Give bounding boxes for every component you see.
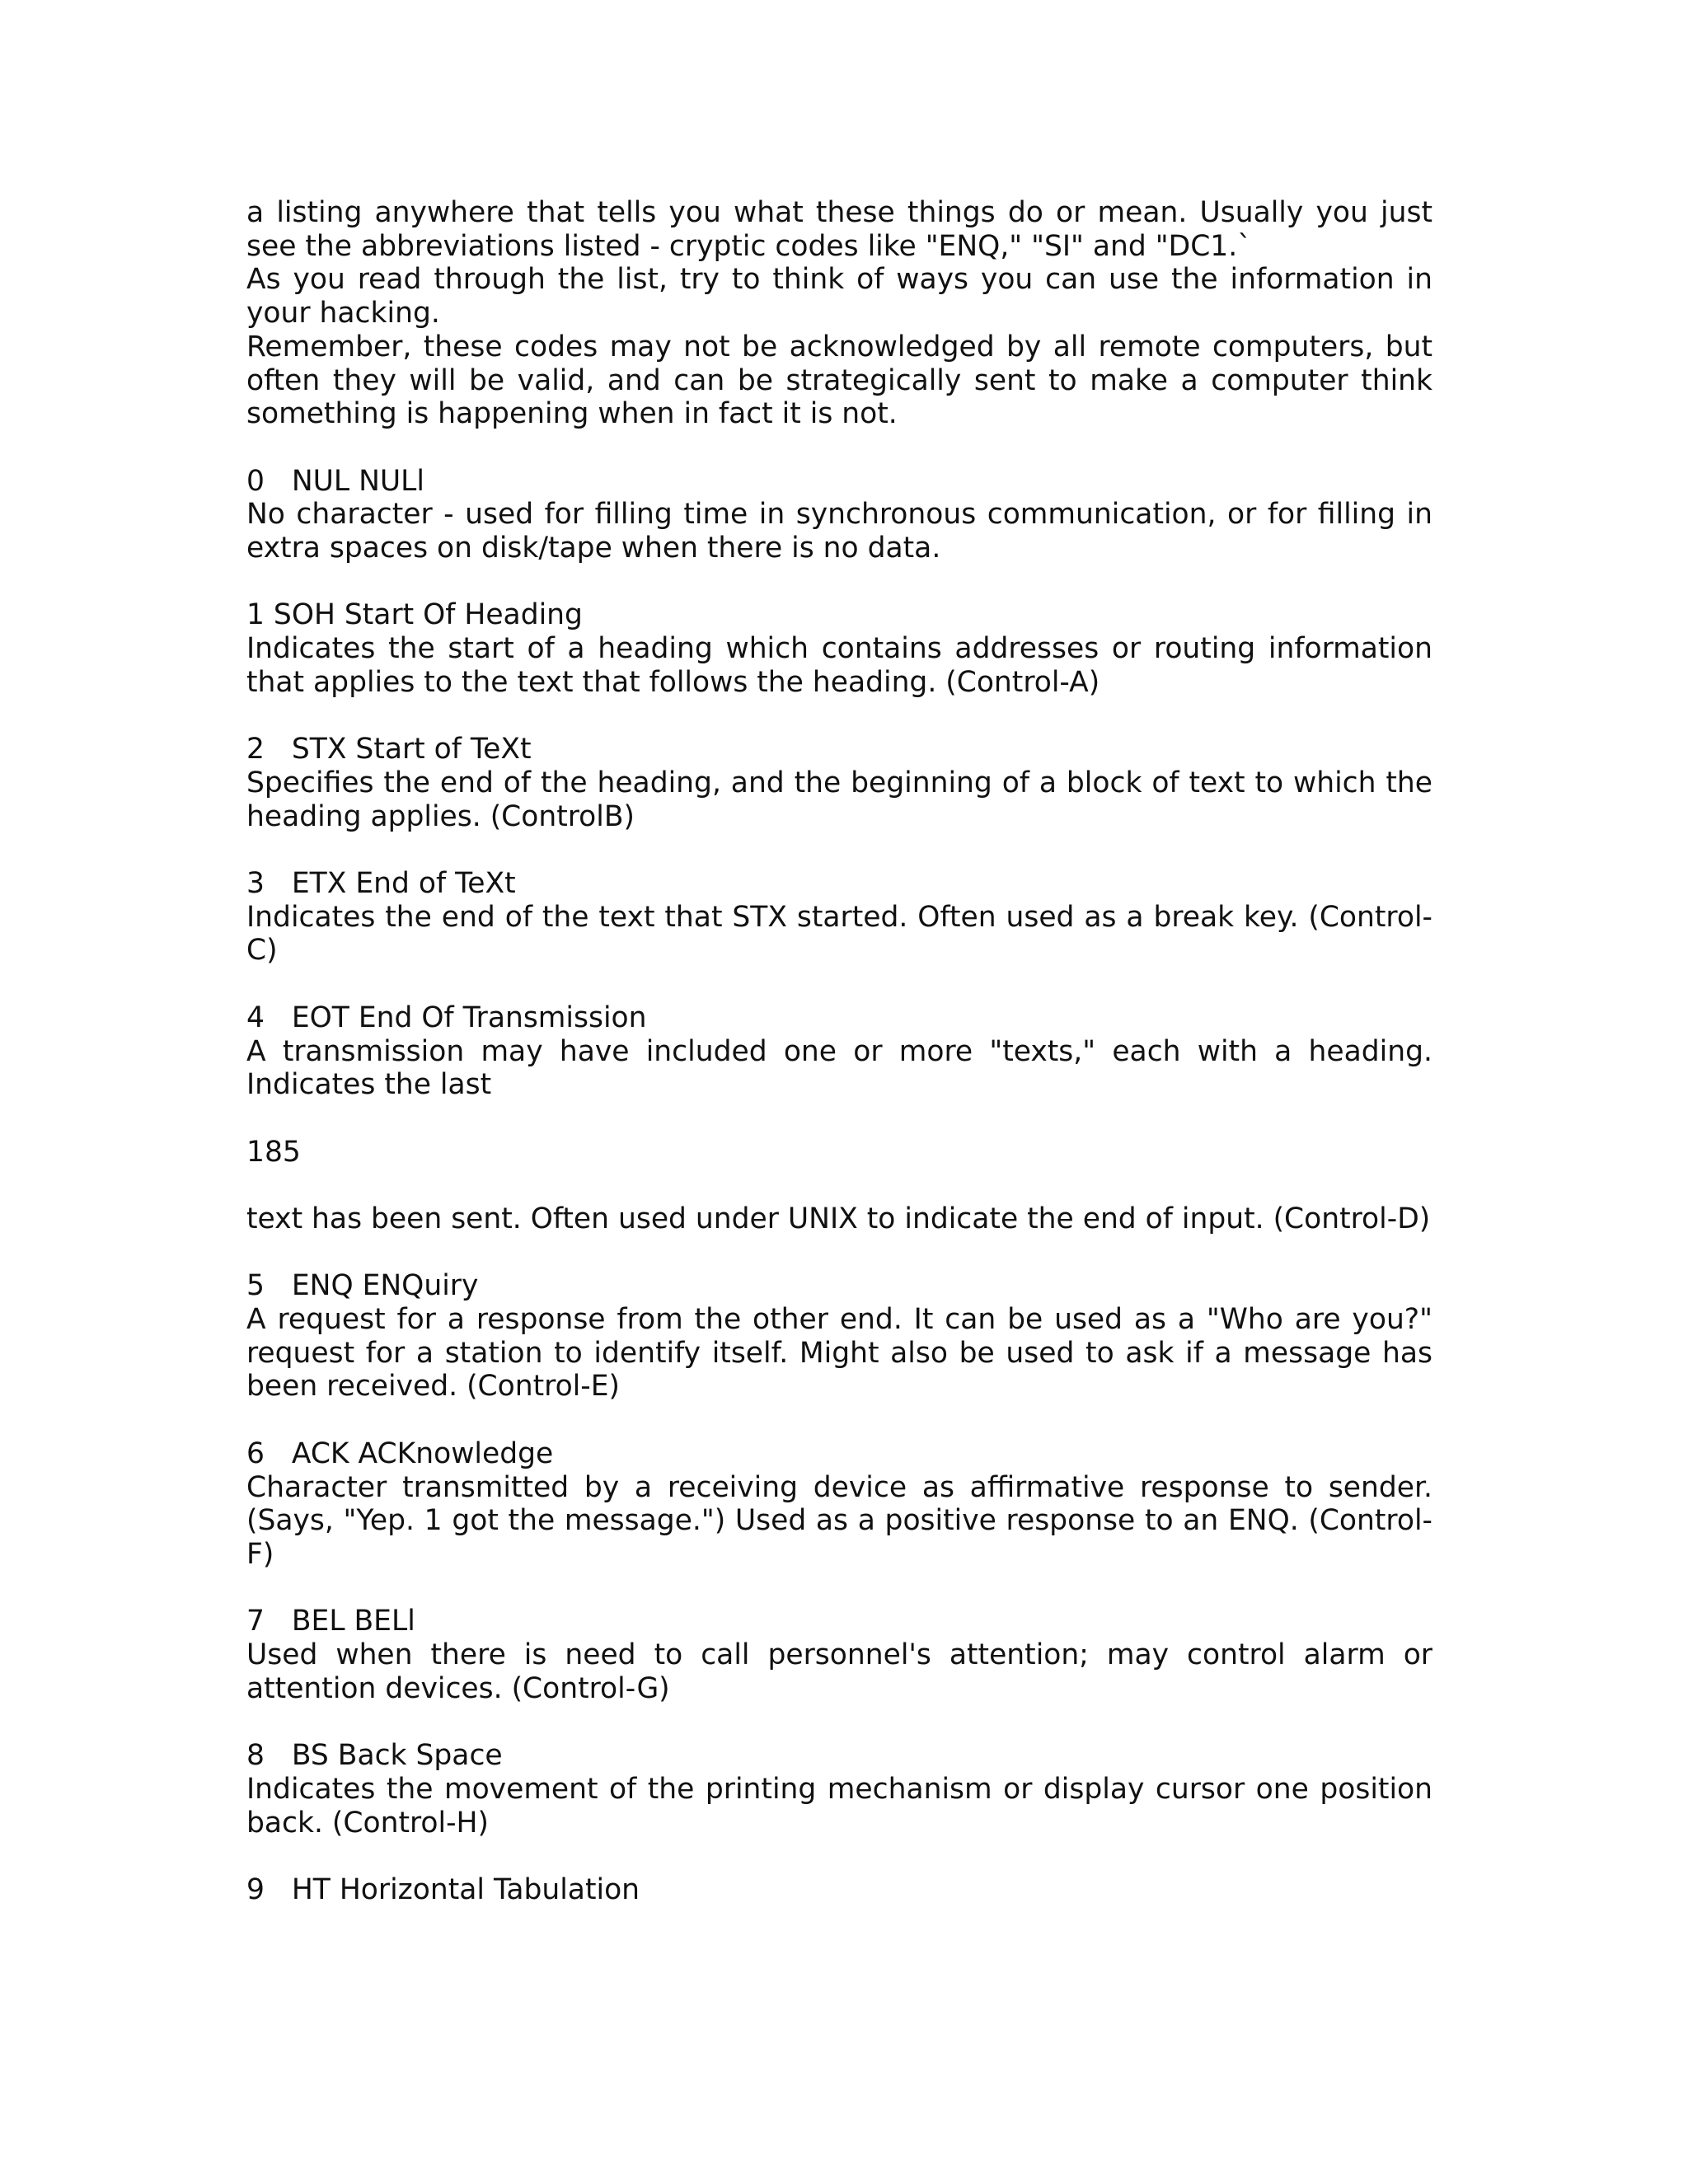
code-entry-description: Used when there is need to call personnel's attention; may control alarm or attention devices. (Control-G) xyxy=(246,1638,1432,1705)
code-entry-title: 5 ENQ ENQuiry xyxy=(246,1269,479,1303)
code-entry-bs xyxy=(246,1739,1432,1840)
code-entry-title: 2 STX Start of TeXt xyxy=(246,733,532,766)
code-entry-title: 1 SOH Start Of Heading xyxy=(246,598,583,632)
paragraph-gap xyxy=(246,833,1432,867)
code-entry-description: Character transmitted by a receiving device as affirmative response to sender. (Says, "Yep. 1 got the message.") Used as a positive response to an ENQ. (Control-F) xyxy=(246,1470,1432,1571)
paragraph-gap xyxy=(246,1705,1432,1739)
paragraph-gap xyxy=(246,1572,1432,1605)
code-entry-eot xyxy=(246,1001,1432,1102)
paragraph-gap xyxy=(246,700,1432,733)
code-entry-title: 8 BS Back Space xyxy=(246,1739,503,1773)
paragraph-gap xyxy=(246,1102,1432,1136)
code-entry-bel xyxy=(246,1605,1432,1705)
page-number: 185 xyxy=(246,1135,301,1169)
paragraph-gap xyxy=(246,565,1432,599)
code-entry-nul xyxy=(246,465,1432,565)
document-page xyxy=(246,196,1432,1907)
paragraph-gap xyxy=(246,1169,1432,1202)
intro-paragraph-3: Remember, these codes may not be acknowledged by all remote computers, but often they will be valid, and can be strategically sent to make a computer think something is happening when in fact it is not. xyxy=(246,330,1432,431)
paragraph-gap xyxy=(246,1840,1432,1873)
code-entry-title: 6 ACK ACKnowledge xyxy=(246,1436,554,1470)
code-entry-description: Specifies the end of the heading, and the beginning of a block of text to which the heading applies. (ControlB) xyxy=(246,766,1432,833)
paragraph-gap xyxy=(246,431,1432,465)
code-entry-title: 7 BEL BELl xyxy=(246,1605,415,1638)
code-entry-title: 3 ETX End of TeXt xyxy=(246,867,516,900)
paragraph-gap xyxy=(246,1236,1432,1270)
intro-paragraph-1: a listing anywhere that tells you what these things do or mean. Usually you just see the abbreviations listed - cryptic codes like "ENQ," "SI" and "DC1.` xyxy=(246,196,1432,263)
paragraph-gap xyxy=(246,1404,1432,1437)
code-entry-ack xyxy=(246,1437,1432,1572)
code-entry-title: 4 EOT End Of Transmission xyxy=(246,1001,647,1034)
paragraph-gap xyxy=(246,968,1432,1001)
code-entry-title: 0 NUL NULl xyxy=(246,464,424,498)
code-entry-stx xyxy=(246,733,1432,833)
intro-paragraph-2: As you read through the list, try to think of ways you can use the information in your hacking. xyxy=(246,263,1432,330)
continuation-paragraph: text has been sent. Often used under UNIX to indicate the end of input. (Control-D) xyxy=(246,1202,1431,1235)
code-entry-description: Indicates the movement of the printing mechanism or display cursor one position back. (Control-H) xyxy=(246,1772,1432,1840)
code-entry-description: No character - used for filling time in synchronous communication, or for filling in extra spaces on disk/tape when there is no data. xyxy=(246,498,1432,565)
code-entry-description: A transmission may have included one or more "texts," each with a heading. Indicates the last xyxy=(246,1034,1432,1102)
code-entry-description: A request for a response from the other end. It can be used as a "Who are you?" request for a station to identify itself. Might also be used to ask if a message has been received. (Control-E) xyxy=(246,1303,1432,1404)
code-entry-etx xyxy=(246,867,1432,968)
code-entry-description: Indicates the end of the text that STX started. Often used as a break key. (Control-C) xyxy=(246,900,1432,968)
code-entry-description: Indicates the start of a heading which contains addresses or routing information that applies to the text that follows the heading. (Control-A) xyxy=(246,632,1432,699)
code-entry-ht xyxy=(246,1873,1432,1907)
code-entry-soh xyxy=(246,598,1432,699)
code-entry-enq xyxy=(246,1269,1432,1404)
code-entry-title: 9 HT Horizontal Tabulation xyxy=(246,1872,640,1906)
